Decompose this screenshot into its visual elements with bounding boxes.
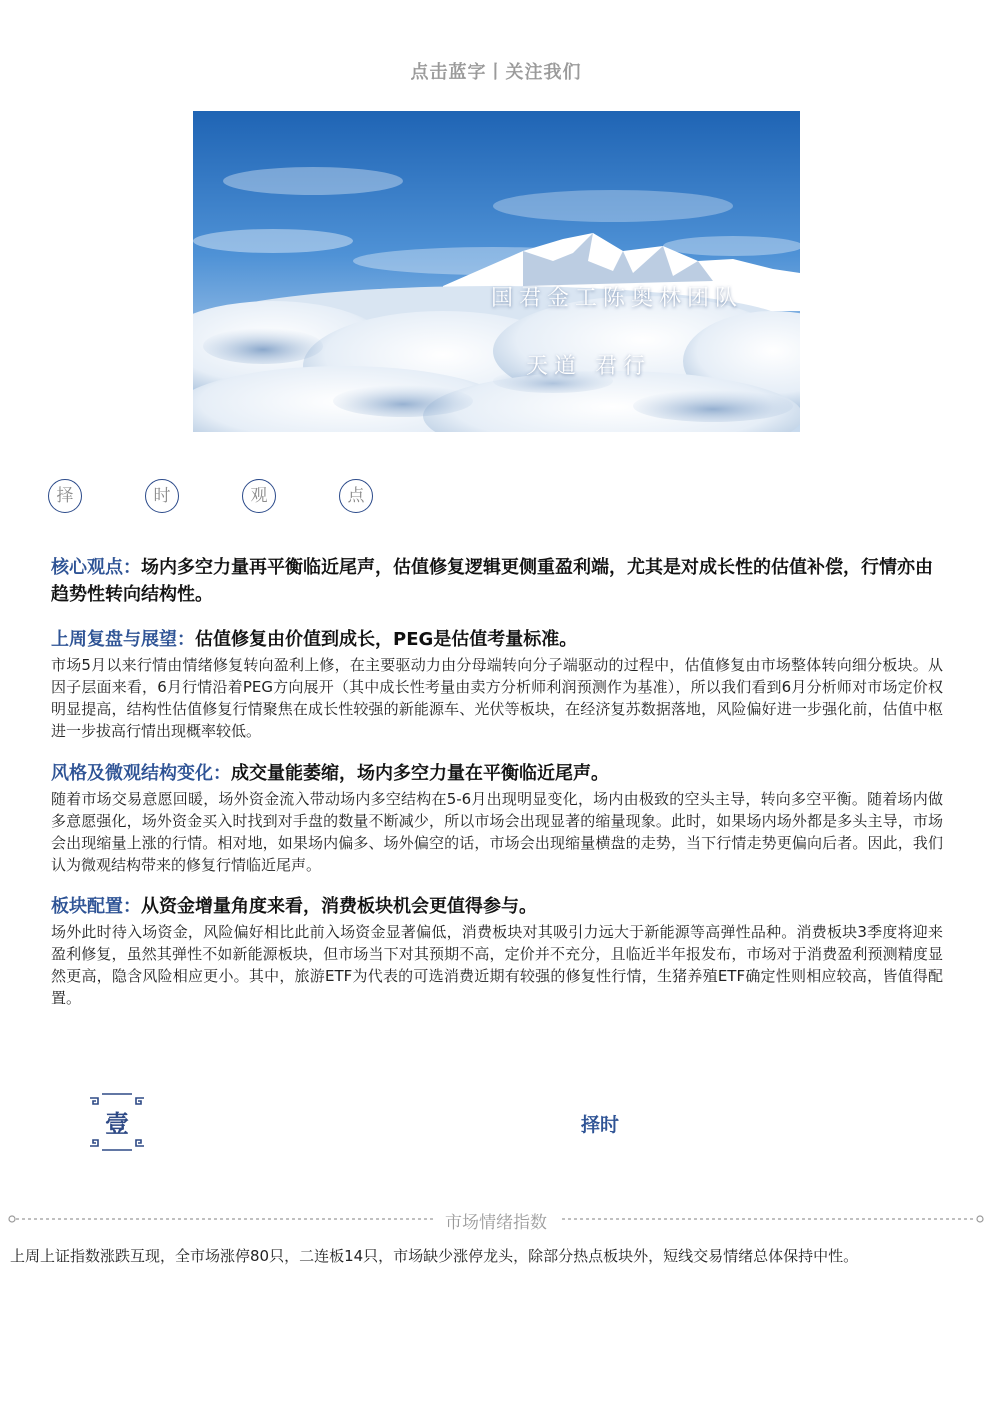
subsection-title bbox=[0, 1208, 992, 1233]
core-view-text: 场内多空力量再平衡临近尾声，估值修复逻辑更侧重盈利端，尤其是对成长性的估值补偿，行情亦由趋势性转向结构性。 bbox=[51, 557, 933, 605]
banner-image bbox=[193, 111, 800, 432]
style-label: 风格及微观结构变化： bbox=[51, 763, 231, 784]
sector-body: 场外此时待入场资金，风险偏好相比此前入场资金显著偏低，消费板块对其吸引力远大于新能源等高弹性品种。消费板块3季度将迎来盈利修复，虽然其弹性不如新能源板块，但市场当下对其预期不高，定价并不充分，且临近半年报发布，市场对于消费盈利预测精度显然更高，隐含风险相应更小。其中，旅游ETF为代表的可选消费近期有较强的修复性行情，生猪养殖ETF确定性则相应较高，皆值得配置。 bbox=[51, 923, 943, 1007]
banner-team-text: 国君金工陈奥林团队 bbox=[491, 286, 744, 311]
review-heading bbox=[51, 626, 943, 653]
sector-label: 板块配置： bbox=[51, 896, 141, 917]
sector-heading bbox=[51, 893, 943, 920]
style-section bbox=[51, 760, 943, 876]
sector-section bbox=[51, 893, 943, 1009]
review-body: 市场5月以来行情由情绪修复转向盈利上修，在主要驱动力由分母端转向分子端驱动的过程中，估值修复由市场整体转向细分板块。从因子层面来看，6月行情沿着PEG方向展开（其中成长性考量由卖方分析师利润预测作为基准），所以我们看到6月分析师对市场定价权明显提高，结构性估值修复行情聚焦在成长性较强的新能源车、光伏等板块，在经济复苏数据落地，风险偏好进一步强化前，估值中枢进一步拔高行情出现概率较低。 bbox=[51, 656, 943, 740]
follow-prompt[interactable]: 点击蓝字丨关注我们 bbox=[410, 62, 582, 83]
sentiment-summary: 上周上证指数涨跌互现，全市场涨停80只，二连板14只，市场缺少涨停龙头，除部分热点板块外，短线交易情绪总体保持中性。 bbox=[10, 1247, 859, 1265]
core-view-label: 核心观点： bbox=[51, 557, 141, 578]
review-title: 估值修复由价值到成长，PEG是估值考量标准。 bbox=[195, 629, 578, 650]
core-view-heading bbox=[51, 554, 943, 608]
banner-motto-text: 天道 君行 bbox=[526, 354, 651, 379]
tag-circle: 点 bbox=[339, 479, 373, 513]
chapter-number: 壹 bbox=[105, 1109, 129, 1138]
mountain-cloud-picture bbox=[193, 111, 800, 432]
review-section bbox=[51, 626, 943, 742]
subsection-title-text: 市场情绪指数 bbox=[433, 1213, 559, 1233]
style-heading bbox=[51, 760, 943, 787]
tag-circle: 观 bbox=[242, 479, 276, 513]
core-view-section bbox=[51, 554, 943, 608]
style-body: 随着市场交易意愿回暖，场外资金流入带动场内多空结构在5-6月出现明显变化，场内由极致的空头主导，转向多空平衡。随着场内做多意愿强化，场外资金买入时找到对手盘的数量不断减少，所以市场会出现显著的缩量现象。此时，如果场内场外都是多头主导，市场会出现缩量上涨的行情。相对地，如果场内偏多、场外偏空的话，市场会出现缩量横盘的走势，当下行情走势更偏向后者。因此，我们认为微观结构带来的修复行情临近尾声。 bbox=[51, 790, 943, 874]
tag-circle: 时 bbox=[145, 479, 179, 513]
sector-title: 从资金增量角度来看，消费板块机会更值得参与。 bbox=[141, 896, 537, 917]
tag-circle: 择 bbox=[48, 479, 82, 513]
chapter-title: 择时 bbox=[580, 1114, 619, 1136]
review-label: 上周复盘与展望： bbox=[51, 629, 195, 650]
style-title: 成交量能萎缩，场内多空力量在平衡临近尾声。 bbox=[231, 763, 609, 784]
chapter-badge bbox=[88, 1092, 146, 1152]
